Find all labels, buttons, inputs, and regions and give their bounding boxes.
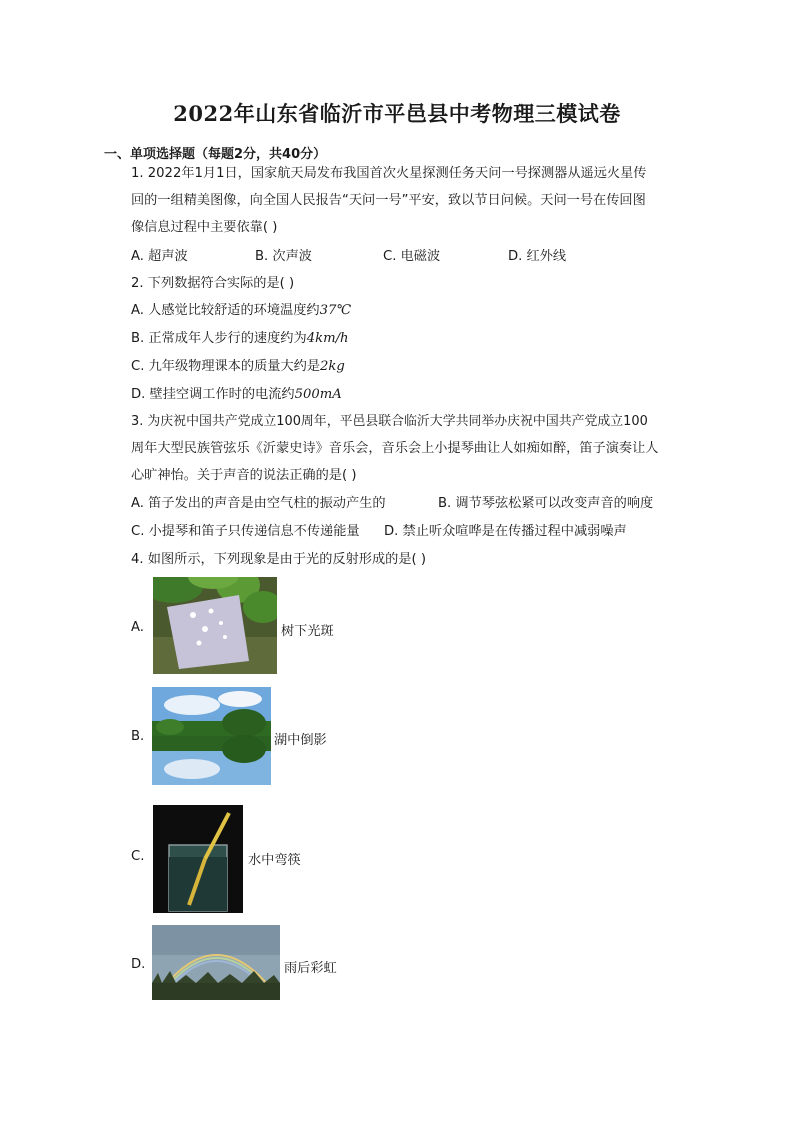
q4-choice-b-letter: B. <box>131 729 145 744</box>
q2-option-b-text: B. 正常成年人步行的速度约为 <box>131 331 307 346</box>
q1-line3: 像信息过程中主要依靠( ) <box>131 220 278 235</box>
section-heading: 一、单项选择题（每题2分，共40分） <box>104 147 327 162</box>
q2-option-d-value: 500mA <box>294 387 342 402</box>
q2-option-c <box>131 358 345 376</box>
q4-choice-c-letter: C. <box>131 849 145 864</box>
tree-light-spots-image <box>153 577 277 674</box>
rainbow-image <box>152 925 280 1000</box>
exam-title: 2022年山东省临沂市平邑县中考物理三模试卷 <box>173 101 621 126</box>
q2-option-d <box>131 386 342 404</box>
q2-stem: 2. 下列数据符合实际的是( ) <box>131 276 295 291</box>
q3-line3: 心旷神怡。关于声音的说法正确的是( ) <box>131 468 357 483</box>
q2-option-d-text: D. 壁挂空调工作时的电流约 <box>131 387 295 402</box>
q3-line2: 周年大型民族管弦乐《沂蒙史诗》音乐会，音乐会上小提琴曲让人如痴如醉，笛子演奏让人 <box>131 441 659 456</box>
q1-line2: 回的一组精美图像，向全国人民报告“天问一号”平安，致以节日问候。天问一号在传回图 <box>131 193 646 208</box>
q3-option-d: D. 禁止听众喧哗是在传播过程中减弱噪声 <box>384 524 627 539</box>
q3-line1: 3. 为庆祝中国共产党成立100周年，平邑县联合临沂大学共同举办庆祝中国共产党成立100 <box>131 414 648 429</box>
q4-choice-a-label: 树下光斑 <box>281 624 334 639</box>
q2-option-b-value: 4km/h <box>306 331 349 346</box>
q1-option-d: D. 红外线 <box>508 249 567 264</box>
q4-stem: 4. 如图所示，下列现象是由于光的反射形成的是( ) <box>131 552 427 567</box>
q2-option-a <box>131 302 351 320</box>
q4-choice-d-letter: D. <box>131 957 146 972</box>
q1-line1: 1. 2022年1月1日，国家航天局发布我国首次火星探测任务天问一号探测器从遥远火星传 <box>131 166 647 181</box>
q2-option-a-value: 37℃ <box>319 303 352 318</box>
q4-choice-d-label: 雨后彩虹 <box>284 961 337 976</box>
q2-option-c-value: 2kg <box>320 359 345 374</box>
q3-option-b: B. 调节琴弦松紧可以改变声音的响度 <box>438 496 654 511</box>
q4-choice-a-letter: A. <box>131 620 144 635</box>
q3-option-c: C. 小提琴和笛子只传递信息不传递能量 <box>131 524 360 539</box>
q4-choice-b-label: 湖中倒影 <box>274 733 327 748</box>
q2-option-a-text: A. 人感觉比较舒适的环境温度约 <box>131 303 320 318</box>
bent-chopstick-image <box>153 805 243 913</box>
q4-choice-c-label: 水中弯筷 <box>248 853 301 868</box>
q1-option-c: C. 电磁波 <box>383 249 441 264</box>
lake-reflection-image <box>152 687 271 785</box>
q1-option-b: B. 次声波 <box>255 249 312 264</box>
q2-option-c-text: C. 九年级物理课本的质量大约是 <box>131 359 321 374</box>
q1-option-a: A. 超声波 <box>131 249 188 264</box>
q3-option-a: A. 笛子发出的声音是由空气柱的振动产生的 <box>131 496 386 511</box>
q2-option-b <box>131 330 349 348</box>
